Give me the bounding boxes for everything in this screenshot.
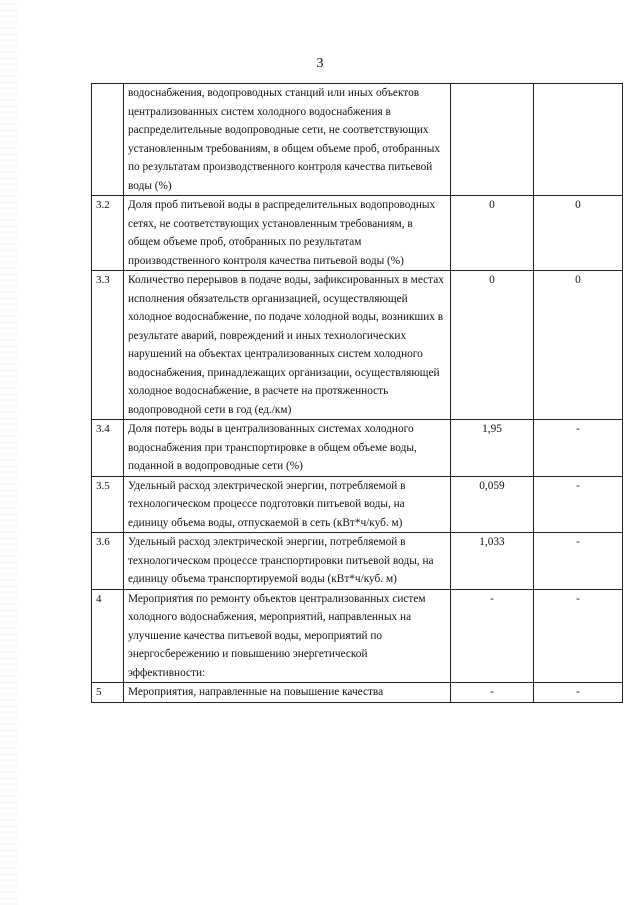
indicators-table (91, 83, 623, 703)
value-col-1 (451, 84, 534, 196)
row-number (92, 84, 124, 196)
scan-edge-artifact (0, 0, 18, 905)
row-text: Мероприятия по ремонту объектов централизованных систем холодного водоснабжения, мероприятий, направленных на улучшение качества питьевой воды, мероприятий по энергосбережению и повышению энергетической эффективности: (124, 589, 451, 683)
value-col-2: - (534, 683, 623, 703)
value-col-2: 0 (534, 271, 623, 420)
row-text-cropped: Мероприятия, направленные на повышение качества (128, 686, 384, 698)
table-row (92, 196, 623, 271)
row-text (124, 683, 451, 703)
value-col-2: 0 (534, 196, 623, 271)
value-col-2: - (534, 589, 623, 683)
value-col-1: 0,059 (451, 476, 534, 533)
value-col-1: 0 (451, 271, 534, 420)
row-number: 3.3 (92, 271, 124, 420)
row-text: Количество перерывов в подаче воды, зафиксированных в местах исполнения обязательств организацией, осуществляющей холодное водоснабжение, по подаче холодной воды, возникших в результате аварий, повреждений и иных технологических нарушений на объектах централизованных систем холодного водоснабжения, принадлежащих организации, осуществляющей холодное водоснабжение, в расчете на протяженность водопроводной сети в год (ед./км) (124, 271, 451, 420)
table-row (92, 84, 623, 196)
row-number: 4 (92, 589, 124, 683)
value-col-1: - (451, 589, 534, 683)
row-text: Доля потерь воды в централизованных системах холодного водоснабжения при транспортировке в общем объеме воды, поданной в водопроводные сети (%) (124, 420, 451, 477)
row-text: водоснабжения, водопроводных станций или иных объектов централизованных систем холодного водоснабжения в распределительные водопроводные сети, не соответствующих установленным требованиям, в общем объеме проб, отобранных по результатам производственного контроля качества питьевой воды (%) (124, 84, 451, 196)
value-col-2 (534, 84, 623, 196)
table-row (92, 683, 623, 703)
table-row (92, 476, 623, 533)
value-col-2: - (534, 533, 623, 590)
table-row (92, 589, 623, 683)
value-col-2: - (534, 476, 623, 533)
page-number: 3 (316, 56, 324, 71)
row-text: Удельный расход электрической энергии, потребляемой в технологическом процессе транспортировки питьевой воды, на единицу объема транспортируемой воды (кВт*ч/куб. м) (124, 533, 451, 590)
value-col-1: 1,95 (451, 420, 534, 477)
row-number: 3.4 (92, 420, 124, 477)
table-row (92, 533, 623, 590)
value-col-2: - (534, 420, 623, 477)
table-row (92, 420, 623, 477)
value-col-1: - (451, 683, 534, 703)
row-number: 3.5 (92, 476, 124, 533)
value-col-1: 1,033 (451, 533, 534, 590)
table-row (92, 271, 623, 420)
row-number: 3.2 (92, 196, 124, 271)
row-number: 5 (92, 683, 124, 703)
row-number: 3.6 (92, 533, 124, 590)
value-col-1: 0 (451, 196, 534, 271)
row-text: Доля проб питьевой воды в распределительных водопроводных сетях, не соответствующих установленным требованиям, в общем объеме проб, отобранных по результатам производственного контроля качества питьевой воды (%) (124, 196, 451, 271)
row-text: Удельный расход электрической энергии, потребляемой в технологическом процессе подготовки питьевой воды, на единицу объема воды, отпускаемой в сеть (кВт*ч/куб. м) (124, 476, 451, 533)
